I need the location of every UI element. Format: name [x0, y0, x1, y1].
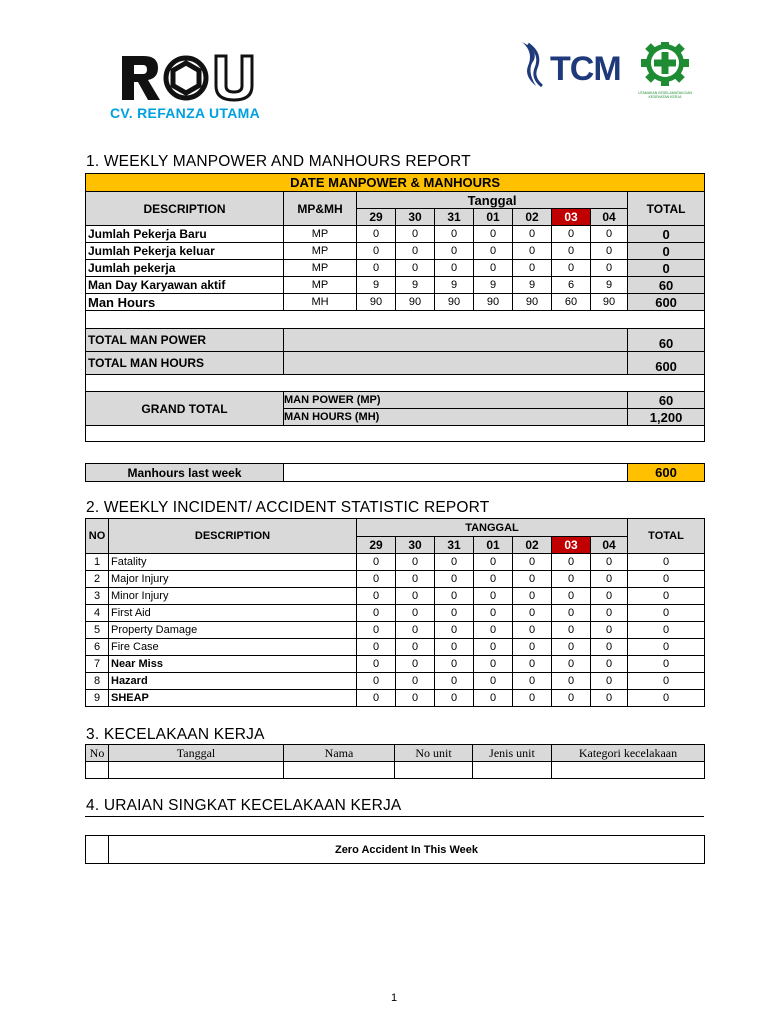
- incident-value: 0: [552, 656, 591, 673]
- accident-header: Nama: [284, 745, 395, 762]
- incident-total: 0: [628, 554, 705, 571]
- date-header: 04: [591, 209, 628, 226]
- incident-value: 0: [552, 605, 591, 622]
- incident-value: 0: [435, 571, 474, 588]
- man-power-mp-value: 60: [628, 392, 705, 409]
- row-value: 0: [552, 226, 591, 243]
- row-value: 9: [591, 277, 628, 294]
- row-value: 0: [357, 243, 396, 260]
- row-value: 90: [513, 294, 552, 311]
- row-value: 0: [396, 243, 435, 260]
- incident-value: 0: [357, 622, 396, 639]
- incident-row: [86, 605, 705, 622]
- incident-value: 0: [396, 571, 435, 588]
- accident-header: No: [86, 745, 109, 762]
- accident-cell: [86, 762, 109, 779]
- incident-row: [86, 690, 705, 707]
- section4-underline: [85, 816, 704, 817]
- row-type: MH: [284, 294, 357, 311]
- man-hours-mh-value: 1,200: [628, 409, 705, 426]
- incident-value: 0: [474, 622, 513, 639]
- col-tanggal: Tanggal: [357, 192, 628, 209]
- manpower-row: [86, 226, 705, 243]
- row-value: 90: [396, 294, 435, 311]
- row-value: 9: [357, 277, 396, 294]
- spacer-row: [86, 375, 705, 392]
- rou-logo: [120, 54, 256, 102]
- accident-header: No unit: [395, 745, 473, 762]
- incident-row: [86, 571, 705, 588]
- row-value: 90: [591, 294, 628, 311]
- row-value: 0: [435, 226, 474, 243]
- incident-row: [86, 639, 705, 656]
- incident-total: 0: [628, 656, 705, 673]
- incident-value: 0: [435, 673, 474, 690]
- incident-no: 8: [86, 673, 109, 690]
- total-man-power-blank: [284, 329, 628, 352]
- row-value: 9: [396, 277, 435, 294]
- incident-value: 0: [357, 673, 396, 690]
- incident-value: 0: [513, 622, 552, 639]
- incident-value: 0: [474, 690, 513, 707]
- accident-header: Jenis unit: [473, 745, 552, 762]
- man-hours-mh-label: MAN HOURS (MH): [284, 409, 628, 426]
- incident-row: [86, 554, 705, 571]
- last-week-value: 600: [628, 464, 705, 482]
- row-label: Jumlah Pekerja keluar: [86, 243, 284, 260]
- accident-cell: [109, 762, 284, 779]
- row-value: 0: [435, 243, 474, 260]
- row-value: 0: [513, 260, 552, 277]
- incident-label: Near Miss: [109, 656, 357, 673]
- incident-value: 0: [591, 656, 628, 673]
- incident-value: 0: [513, 588, 552, 605]
- row-value: 0: [357, 226, 396, 243]
- k3-logo: [634, 42, 696, 100]
- date-header: 30: [396, 209, 435, 226]
- incident-value: 0: [474, 554, 513, 571]
- incident-value: 0: [396, 554, 435, 571]
- row-label: Man Hours: [86, 294, 284, 311]
- incident-row: [86, 656, 705, 673]
- incident-value: 0: [591, 588, 628, 605]
- man-power-mp-label: MAN POWER (MP): [284, 392, 628, 409]
- incident-value: 0: [357, 571, 396, 588]
- manpower-row: [86, 294, 705, 311]
- manpower-banner: DATE MANPOWER & MANHOURS: [86, 174, 705, 192]
- accident-cell: [395, 762, 473, 779]
- incident-no: 9: [86, 690, 109, 707]
- section2-title: 2. WEEKLY INCIDENT/ ACCIDENT STATISTIC REPORT: [86, 499, 490, 516]
- incident-value: 0: [513, 690, 552, 707]
- row-type: MP: [284, 277, 357, 294]
- row-value: 0: [552, 243, 591, 260]
- incident-value: 0: [591, 622, 628, 639]
- incident-value: 0: [552, 571, 591, 588]
- row-value: 0: [513, 226, 552, 243]
- incident-value: 0: [513, 673, 552, 690]
- grand-total-label: GRAND TOTAL: [86, 392, 284, 426]
- incident-value: 0: [357, 639, 396, 656]
- accident-header: Kategori kecelakaan: [552, 745, 705, 762]
- incident-value: 0: [435, 605, 474, 622]
- incident-value: 0: [513, 571, 552, 588]
- incident-label: Property Damage: [109, 622, 357, 639]
- date-header: 01: [474, 209, 513, 226]
- page-number: 1: [391, 992, 398, 1004]
- incident-value: 0: [591, 639, 628, 656]
- incident-no: 6: [86, 639, 109, 656]
- tcm-logo: [520, 40, 620, 90]
- incident-value: 0: [435, 622, 474, 639]
- col-description: DESCRIPTION: [109, 519, 357, 554]
- incident-row: [86, 588, 705, 605]
- incident-value: 0: [474, 588, 513, 605]
- row-label: Man Day Karyawan aktif: [86, 277, 284, 294]
- incident-table: [85, 518, 705, 707]
- col-total: TOTAL: [628, 519, 705, 554]
- row-value: 0: [396, 260, 435, 277]
- col-no: NO: [86, 519, 109, 554]
- row-total: 0: [628, 243, 705, 260]
- date-header: 30: [396, 537, 435, 554]
- last-week-label: Manhours last week: [86, 464, 284, 482]
- incident-row: [86, 622, 705, 639]
- manpower-row: [86, 277, 705, 294]
- incident-label: Minor Injury: [109, 588, 357, 605]
- incident-value: 0: [357, 588, 396, 605]
- incident-value: 0: [435, 554, 474, 571]
- row-value: 0: [513, 243, 552, 260]
- incident-value: 0: [357, 656, 396, 673]
- incident-total: 0: [628, 605, 705, 622]
- last-week-table: [85, 463, 705, 482]
- incident-value: 0: [357, 690, 396, 707]
- incident-value: 0: [591, 605, 628, 622]
- incident-no: 7: [86, 656, 109, 673]
- tcm-text: TCM: [550, 50, 621, 88]
- spacer-row: [86, 426, 705, 442]
- incident-total: 0: [628, 690, 705, 707]
- row-label: Jumlah pekerja: [86, 260, 284, 277]
- incident-label: First Aid: [109, 605, 357, 622]
- date-header: 01: [474, 537, 513, 554]
- total-man-hours-blank: [284, 352, 628, 375]
- incident-total: 0: [628, 588, 705, 605]
- incident-total: 0: [628, 673, 705, 690]
- incident-label: Major Injury: [109, 571, 357, 588]
- row-value: 0: [474, 260, 513, 277]
- total-man-power-value: 60: [628, 329, 705, 352]
- incident-total: 0: [628, 639, 705, 656]
- total-man-hours-label: TOTAL MAN HOURS: [86, 352, 284, 375]
- row-value: 0: [396, 226, 435, 243]
- row-value: 90: [357, 294, 396, 311]
- incident-value: 0: [552, 588, 591, 605]
- incident-value: 0: [474, 656, 513, 673]
- incident-value: 0: [435, 690, 474, 707]
- date-header: 04: [591, 537, 628, 554]
- description-text: Zero Accident In This Week: [109, 836, 705, 864]
- incident-value: 0: [357, 605, 396, 622]
- incident-label: Hazard: [109, 673, 357, 690]
- incident-value: 0: [513, 554, 552, 571]
- row-type: MP: [284, 226, 357, 243]
- description-table: [85, 835, 705, 864]
- row-label: Jumlah Pekerja Baru: [86, 226, 284, 243]
- incident-value: 0: [474, 639, 513, 656]
- row-total: 60: [628, 277, 705, 294]
- incident-value: 0: [552, 690, 591, 707]
- date-header: 02: [513, 209, 552, 226]
- row-value: 0: [474, 226, 513, 243]
- incident-value: 0: [435, 639, 474, 656]
- row-total: 0: [628, 226, 705, 243]
- incident-value: 0: [396, 639, 435, 656]
- incident-label: SHEAP: [109, 690, 357, 707]
- row-value: 90: [435, 294, 474, 311]
- section1-title: 1. WEEKLY MANPOWER AND MANHOURS REPORT: [86, 153, 471, 170]
- incident-value: 0: [396, 605, 435, 622]
- row-value: 6: [552, 277, 591, 294]
- row-type: MP: [284, 260, 357, 277]
- row-value: 90: [474, 294, 513, 311]
- incident-value: 0: [396, 622, 435, 639]
- row-value: 0: [591, 243, 628, 260]
- incident-row: [86, 673, 705, 690]
- date-header: 03: [552, 537, 591, 554]
- incident-total: 0: [628, 571, 705, 588]
- incident-value: 0: [552, 639, 591, 656]
- col-tanggal: TANGGAL: [357, 519, 628, 537]
- incident-no: 1: [86, 554, 109, 571]
- incident-no: 4: [86, 605, 109, 622]
- col-total: TOTAL: [628, 192, 705, 226]
- row-value: 0: [591, 226, 628, 243]
- accident-cell: [473, 762, 552, 779]
- date-header: 03: [552, 209, 591, 226]
- incident-total: 0: [628, 622, 705, 639]
- row-value: 9: [435, 277, 474, 294]
- total-man-power-label: TOTAL MAN POWER: [86, 329, 284, 352]
- date-header: 31: [435, 209, 474, 226]
- manpower-table: [85, 173, 705, 442]
- k3-caption: UTAMAKAN KESELAMATAN DAN KESEHATAN KERJA: [638, 91, 692, 99]
- incident-value: 0: [474, 605, 513, 622]
- date-header: 31: [435, 537, 474, 554]
- accident-header: Tanggal: [109, 745, 284, 762]
- incident-value: 0: [513, 605, 552, 622]
- incident-value: 0: [552, 673, 591, 690]
- manpower-row: [86, 243, 705, 260]
- col-description: DESCRIPTION: [86, 192, 284, 226]
- row-type: MP: [284, 243, 357, 260]
- incident-value: 0: [396, 690, 435, 707]
- incident-value: 0: [513, 656, 552, 673]
- incident-value: 0: [474, 571, 513, 588]
- row-value: 0: [435, 260, 474, 277]
- row-value: 9: [513, 277, 552, 294]
- spacer-row: [86, 311, 705, 329]
- company-name: CV. REFANZA UTAMA: [110, 105, 261, 121]
- row-total: 0: [628, 260, 705, 277]
- date-header: 29: [357, 209, 396, 226]
- incident-no: 5: [86, 622, 109, 639]
- incident-value: 0: [591, 571, 628, 588]
- row-value: 9: [474, 277, 513, 294]
- incident-value: 0: [513, 639, 552, 656]
- incident-value: 0: [591, 554, 628, 571]
- incident-value: 0: [591, 690, 628, 707]
- accident-table: [85, 744, 705, 779]
- incident-value: 0: [552, 554, 591, 571]
- incident-label: Fire Case: [109, 639, 357, 656]
- row-value: 0: [591, 260, 628, 277]
- date-header: 29: [357, 537, 396, 554]
- description-no-cell: [86, 836, 109, 864]
- incident-value: 0: [396, 588, 435, 605]
- accident-cell: [552, 762, 705, 779]
- row-total: 600: [628, 294, 705, 311]
- manpower-row: [86, 260, 705, 277]
- section4-title: 4. URAIAN SINGKAT KECELAKAAN KERJA: [86, 797, 402, 814]
- incident-value: 0: [474, 673, 513, 690]
- date-header: 02: [513, 537, 552, 554]
- col-mpmh: MP&MH: [284, 192, 357, 226]
- incident-value: 0: [435, 588, 474, 605]
- last-week-blank: [284, 464, 628, 482]
- incident-no: 3: [86, 588, 109, 605]
- row-value: 0: [357, 260, 396, 277]
- incident-value: 0: [552, 622, 591, 639]
- incident-value: 0: [357, 554, 396, 571]
- incident-value: 0: [591, 673, 628, 690]
- incident-no: 2: [86, 571, 109, 588]
- incident-value: 0: [396, 673, 435, 690]
- total-man-hours-value: 600: [628, 352, 705, 375]
- incident-value: 0: [396, 656, 435, 673]
- row-value: 0: [552, 260, 591, 277]
- accident-cell: [284, 762, 395, 779]
- row-value: 60: [552, 294, 591, 311]
- section3-title: 3. KECELAKAAN KERJA: [86, 726, 265, 743]
- row-value: 0: [474, 243, 513, 260]
- incident-label: Fatality: [109, 554, 357, 571]
- incident-value: 0: [435, 656, 474, 673]
